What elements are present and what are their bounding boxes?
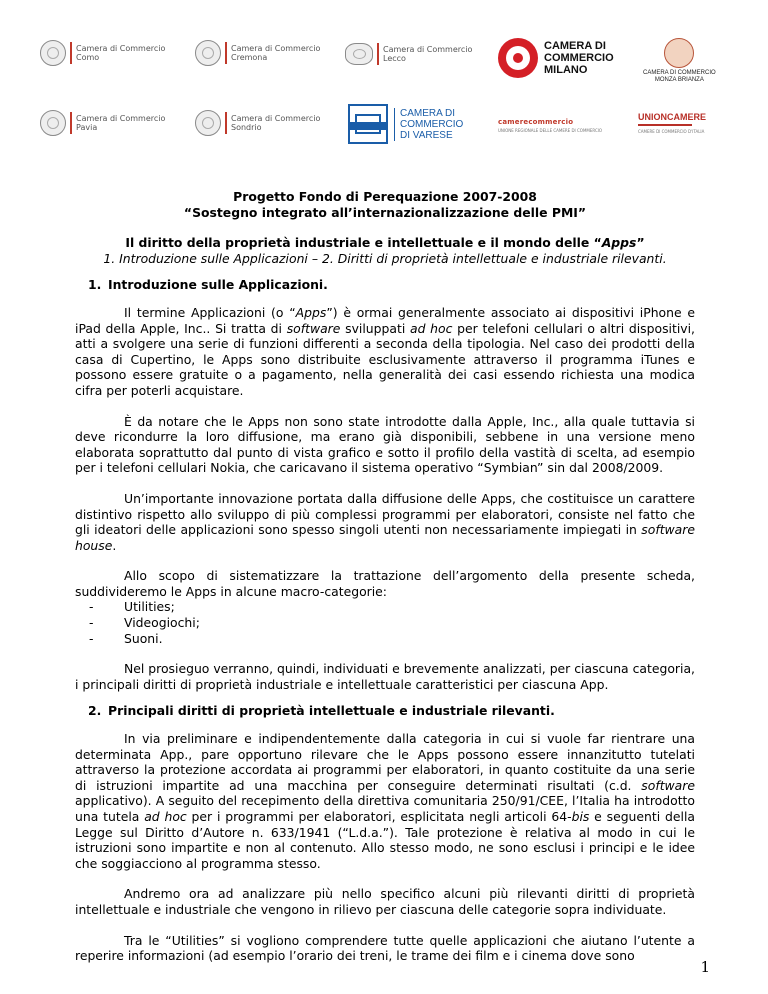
logo-unione-regionale — [498, 118, 602, 133]
text-run: sviluppati — [340, 320, 410, 336]
seal-icon — [195, 110, 221, 136]
text-run: applicativo). A seguito del recepimento della direttiva comunitaria 250/91/CEE, l’Italia ha introdotto una tutela — [75, 793, 695, 824]
text-run: ”) è ormai generalmente associato ai dispositivi iPhone e iPad della Apple, Inc.. Si tratta di — [75, 304, 695, 336]
section-2-heading — [75, 703, 695, 719]
page-number: 1 — [700, 958, 710, 976]
section-1-paragraph-5: Nel prosieguo verranno, quindi, individuati e brevemente analizzati, per ciascuna categoria, i principali diritti di proprietà industriale e intellettuale caratteristici per ciascuna App. — [75, 661, 695, 692]
list-item: - Suoni. — [89, 630, 163, 646]
logo-city: Sondrio — [231, 123, 262, 132]
varese-mark-icon — [348, 104, 388, 144]
logo-city: Pavia — [76, 123, 98, 132]
text-run: . — [112, 537, 117, 553]
text-run: per i programmi per elaboratori, esplicitata negli articoli 64- — [186, 809, 572, 824]
logo-city: Como — [76, 53, 100, 62]
logo-name: camerecommercio — [498, 118, 574, 126]
logo-monza-brianza — [643, 38, 716, 84]
milano-mark-icon — [498, 38, 538, 78]
section-title: Principali diritti di proprietà intellettuale e industriale rilevanti. — [108, 703, 555, 719]
logo-line: COMMERCIO — [544, 52, 614, 64]
topic-suffix: ” — [636, 235, 645, 251]
list-item-text: Suoni. — [124, 630, 163, 646]
logo-pavia — [40, 110, 165, 136]
text-run: Il termine Applicazioni (o “ — [124, 304, 296, 320]
list-item: - Utilities; — [89, 599, 175, 615]
document-topic — [75, 235, 695, 251]
document-page — [75, 189, 695, 964]
list-item: - Videogiochi; — [89, 615, 200, 631]
chamber-logos-header — [0, 0, 768, 160]
logo-city: Cremona — [231, 53, 268, 62]
seal-icon — [40, 40, 66, 66]
text-run: ad hoc — [410, 320, 453, 336]
project-subtitle: “Sostegno integrato all’internazionalizzazione delle PMI” — [183, 204, 587, 220]
logo-line: MONZA BRIANZA — [654, 77, 704, 83]
section-2-paragraph-2: Andremo ora ad analizzare più nello specifico alcuni più rilevanti diritti di proprietà intellettuale e industriale che vengono in rilievo per ciascuna delle categorie sopra individuate. — [75, 886, 695, 917]
category-list — [75, 599, 695, 646]
text-run: Un’importante innovazione portata dalla diffusione delle Apps, che costituisce un carattere distintivo rispetto allo sviluppo di più complessi programmi per elaboratori, consiste nel fatto che gli ideatori delle applicazioni sono spesso singoli utenti non necessariamente impiegati in — [75, 490, 695, 538]
section-number: 1. — [88, 277, 102, 293]
text-run: software — [286, 320, 341, 336]
logo-name: Camera di Commercio — [231, 114, 321, 123]
section-1-paragraph-2: È da notare che le Apps non sono state introdotte dalla Apple, Inc., alla quale tuttavia si deve ricondurre la loro diffusione, ma erano già disponibili, sebbene in una versione meno elaborata soprattutto dal punto di vista grafico e sotto il profilo della vastità di scelta, ad esempio per i telefoni cellulari Nokia, che caricavano il sistema operativo “Symbian” sin dal 2008/2009. — [75, 413, 695, 476]
section-1-heading — [75, 277, 695, 293]
emblem-icon — [664, 38, 694, 68]
logo-como — [40, 40, 165, 66]
topic-prefix: Il diritto della proprietà industriale e intellettuale e il mondo delle “ — [125, 235, 602, 251]
logo-unioncamere — [638, 112, 706, 134]
logo-name: Camera di Commercio — [231, 44, 321, 53]
text-run: per telefoni cellulari o altri dispositivi, atti a svolgere una serie di funzioni differenti a seconda della tipologia. Nel caso dei prodotti della casa di Cupertino, le Apps sono distribuite esclusivamente attraverso il programma iTunes e possono essere gratuite o a pagamento, nella generalità dei casi essendo richiesta una modica cifra per poterli acquistare. — [75, 320, 695, 398]
logo-sondrio — [195, 110, 320, 136]
logo-name: Camera di Commercio — [76, 114, 166, 123]
section-1-paragraph-4: Allo scopo di sistematizzare la trattazione dell’argomento della presente scheda, suddivideremo le Apps in alcune macro-categorie: — [75, 568, 695, 599]
logo-city: Lecco — [383, 54, 406, 63]
logo-subtitle: CAMERE DI COMMERCIO D'ITALIA — [638, 129, 705, 134]
text-run: software house — [75, 522, 695, 553]
logo-varese — [348, 104, 463, 144]
project-title: Progetto Fondo di Perequazione 2007-2008 — [233, 189, 537, 204]
section-title: Introduzione sulle Applicazioni. — [108, 277, 328, 293]
logo-lecco — [345, 43, 472, 65]
logo-line: CAMERA DI — [400, 107, 456, 119]
logo-subtitle: UNIONE REGIONALE DELLE CAMERE DI COMMERCIO — [498, 128, 603, 133]
logo-line: CAMERA DI COMMERCIO — [643, 70, 716, 76]
text-run: e seguenti della Legge sul Diritto d’Autore n. 633/1941 (“L.d.a.”). Tale protezione è relativa al modo in cui le istruzioni sono impartite e non al contenuto. Allo stesso modo, ne sono esclusi i principi e le idee che soggiacciono al programma stesso. — [75, 809, 695, 871]
text-run: ad hoc — [144, 809, 187, 824]
list-item-text: Videogiochi; — [124, 615, 200, 631]
topic-apps: Apps — [601, 235, 637, 251]
section-1-paragraph-3 — [75, 491, 695, 553]
section-2-paragraph-1 — [75, 731, 695, 871]
section-1-paragraph-1 — [75, 305, 695, 399]
logo-name: Camera di Commercio — [76, 44, 166, 53]
logo-name: UNIONCAMERE — [638, 112, 706, 126]
logo-line: COMMERCIO — [400, 118, 464, 130]
text-run: In via preliminare e indipendentemente dalla categoria in cui si vuole far rientrare una determinata App., pare opportuno rilevare che le Apps possono essere innanzitutto tutelati attraverso la protezione accordata ai programmi per elaboratori, in quanto costituite da una serie di istruzioni impartite ad una macchina per conseguire determinati risultati (c.d. — [75, 731, 695, 793]
logo-cremona — [195, 40, 320, 66]
text-run: software — [641, 777, 695, 793]
logo-name: Camera di Commercio — [383, 45, 473, 54]
logo-line: CAMERA DI — [544, 40, 606, 52]
list-item-text: Utilities; — [124, 599, 175, 615]
topic-summary: 1. Introduzione sulle Applicazioni – 2. Diritti di proprietà intellettuale e industriale rilevanti. — [103, 250, 667, 266]
section-number: 2. — [88, 703, 102, 719]
text-run: Apps — [295, 304, 327, 320]
seal-icon — [40, 110, 66, 136]
text-run: bis — [571, 809, 590, 824]
section-2-paragraph-3: Tra le “Utilities” si vogliono comprendere tutte quelle applicazioni che aiutano l’utente a reperire informazioni (ad esempio l’orario dei treni, le trame dei film e i cinema dove sono — [75, 932, 695, 964]
logo-line: MILANO — [544, 64, 588, 76]
logo-line: DI VARESE — [400, 129, 453, 141]
seal-icon — [195, 40, 221, 66]
logo-milano — [498, 38, 614, 78]
seal-icon — [345, 43, 373, 65]
